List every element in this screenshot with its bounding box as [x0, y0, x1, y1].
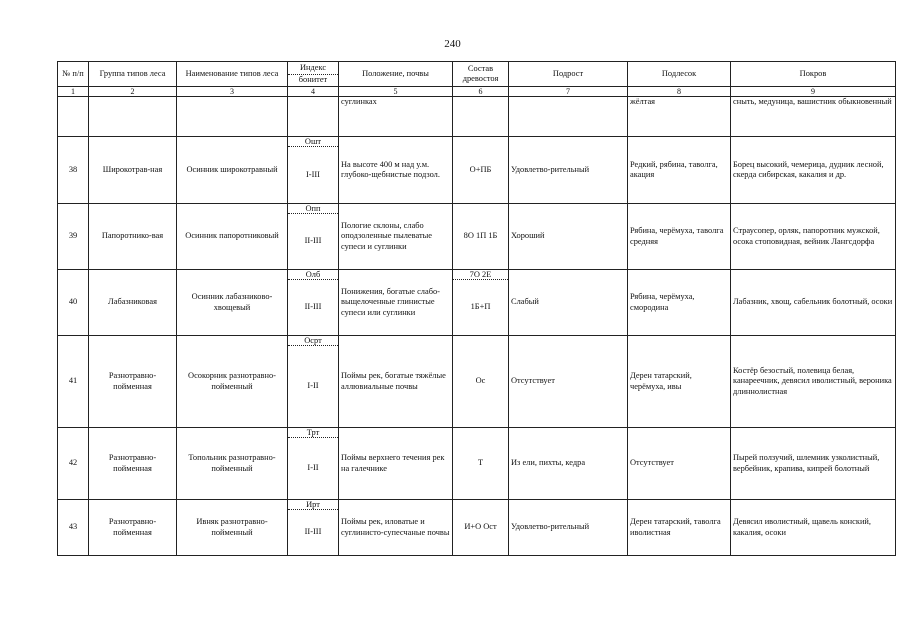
cell-composition: Ос — [453, 336, 509, 428]
cell-underwood: Редкий, рябина, таволга, акация — [628, 137, 731, 204]
table-row — [58, 270, 896, 280]
cell-cover: Костёр безостый, полевица белая, канареечник, девясил иволистный, вероника длиннолистная — [731, 336, 896, 428]
column-number: 8 — [628, 87, 731, 97]
column-number: 5 — [339, 87, 453, 97]
cell-undergrowth: Хороший — [509, 204, 628, 270]
column-number: 4 — [288, 87, 339, 97]
cell-group: Разнотравно-пойменная — [89, 428, 177, 500]
cell-undergrowth: Отсутствует — [509, 336, 628, 428]
cell-index: Ошт — [288, 137, 339, 147]
header-group: Группа типов леса — [89, 62, 177, 87]
cell-num: 40 — [58, 270, 89, 336]
cell-position: Поймы верхнего течения рек на галечнике — [339, 428, 453, 500]
cell-underwood: Дерен татарский, черёмуха, ивы — [628, 336, 731, 428]
cell-num: 42 — [58, 428, 89, 500]
cell-name: Осинник широкотравный — [177, 137, 288, 204]
cell-position: Поймы рек, богатые тяжёлые аллювиальные почвы — [339, 336, 453, 428]
cell-name: Топольник разнотравно-пойменный — [177, 428, 288, 500]
cell-bonitet: I-II — [288, 438, 339, 500]
cell-bonitet: II-III — [288, 510, 339, 556]
cell-undergrowth: Из ели, пихты, кедра — [509, 428, 628, 500]
cell-undergrowth: Слабый — [509, 270, 628, 336]
cell-cover: Борец высокий, чемерица, дудник лесной, скерда сибирская, какалия и др. — [731, 137, 896, 204]
cell-index: Трт — [288, 428, 339, 438]
cell-group: Лабазниковая — [89, 270, 177, 336]
table-row — [58, 137, 896, 147]
header-name: Наименование типов леса — [177, 62, 288, 87]
header-position: Положение, почвы — [339, 62, 453, 87]
cell-composition: И+О Ост — [453, 500, 509, 556]
header-bonitet: бонитет — [288, 74, 339, 87]
cell-composition: 8О 1П 1Б — [453, 204, 509, 270]
cell-undergrowth: Удовлетво-рительный — [509, 500, 628, 556]
cell-index: Осрт — [288, 336, 339, 346]
cell-composition: Т — [453, 428, 509, 500]
cell-underwood: жёлтая — [628, 97, 731, 137]
cell-name: Ивняк разнотравно-пойменный — [177, 500, 288, 556]
cell-underwood: Рябина, черёмуха, смородина — [628, 270, 731, 336]
table-row — [58, 336, 896, 346]
cell-bonitet: II-III — [288, 214, 339, 270]
column-number: 9 — [731, 87, 896, 97]
cell-index: Опп — [288, 204, 339, 214]
column-number: 7 — [509, 87, 628, 97]
table-row — [58, 204, 896, 214]
column-number: 1 — [58, 87, 89, 97]
cell-position: На высоте 400 м над у.м. глубоко-щебнистые подзол. — [339, 137, 453, 204]
header-cover: Покров — [731, 62, 896, 87]
cell-bonitet: II-III — [288, 280, 339, 336]
column-number: 3 — [177, 87, 288, 97]
cell-group: Разнотравно-пойменная — [89, 500, 177, 556]
cell-index: Ирт — [288, 500, 339, 510]
cell-bonitet: I-III — [288, 147, 339, 204]
page-number: 240 — [444, 38, 461, 50]
column-number: 2 — [89, 87, 177, 97]
column-number: 6 — [453, 87, 509, 97]
cell-underwood: Рябина, черёмуха, таволга средняя — [628, 204, 731, 270]
cell-group: Папоротнико-вая — [89, 204, 177, 270]
header-row — [58, 62, 896, 75]
cell-cover: Страусопер, орляк, папоротник мужской, осока стоповидная, вейник Лангсдорфа — [731, 204, 896, 270]
cell-position: суглинках — [339, 97, 453, 137]
cell-num: 39 — [58, 204, 89, 270]
header-undergrowth: Подрост — [509, 62, 628, 87]
cell-num: 41 — [58, 336, 89, 428]
cell-position: Понижения, богатые слабо-выщелоченные глинистые супеси или суглинки — [339, 270, 453, 336]
header-num: № п/п — [58, 62, 89, 87]
cell-composition-top: 7О 2Е — [453, 270, 509, 280]
cell-name: Осинник папоротниковый — [177, 204, 288, 270]
table-row-continuation — [58, 97, 896, 137]
cell-cover: сныть, медуница, вашистник обыкновенный — [731, 97, 896, 137]
cell-cover: Пырей ползучий, шлемник узколистный, вербейник, крапива, кипрей болотный — [731, 428, 896, 500]
cell-num: 43 — [58, 500, 89, 556]
header-underwood: Подлесок — [628, 62, 731, 87]
cell-name: Осокорник разнотравно-пойменный — [177, 336, 288, 428]
cell-name: Осинник лабазниково-хвощевый — [177, 270, 288, 336]
cell-underwood: Отсутствует — [628, 428, 731, 500]
cell-undergrowth: Удовлетво-рительный — [509, 137, 628, 204]
header-composition: Состав древостоя — [453, 62, 509, 87]
column-number-row — [58, 87, 896, 97]
cell-bonitet: I-II — [288, 346, 339, 428]
header-index: Индекс — [288, 62, 339, 75]
cell-index: Олб — [288, 270, 339, 280]
cell-position: Поймы рек, иловатые и суглинисто-супесчаные почвы — [339, 500, 453, 556]
cell-underwood: Дерен татарский, таволга иволистная — [628, 500, 731, 556]
cell-num: 38 — [58, 137, 89, 204]
forest-types-table — [57, 61, 896, 556]
cell-cover: Девясил иволистный, щавель конский, какалия, осоки — [731, 500, 896, 556]
cell-composition: О+ПБ — [453, 137, 509, 204]
table-row — [58, 500, 896, 510]
cell-group: Широкотрав-ная — [89, 137, 177, 204]
cell-position: Пологие склоны, слабо оподзоленные пылеватые супеси и суглинки — [339, 204, 453, 270]
cell-group: Разнотравно-пойменная — [89, 336, 177, 428]
table-row — [58, 428, 896, 438]
cell-cover: Лабазник, хвощ, сабельник болотный, осоки — [731, 270, 896, 336]
cell-composition: 1Б+П — [453, 280, 509, 336]
